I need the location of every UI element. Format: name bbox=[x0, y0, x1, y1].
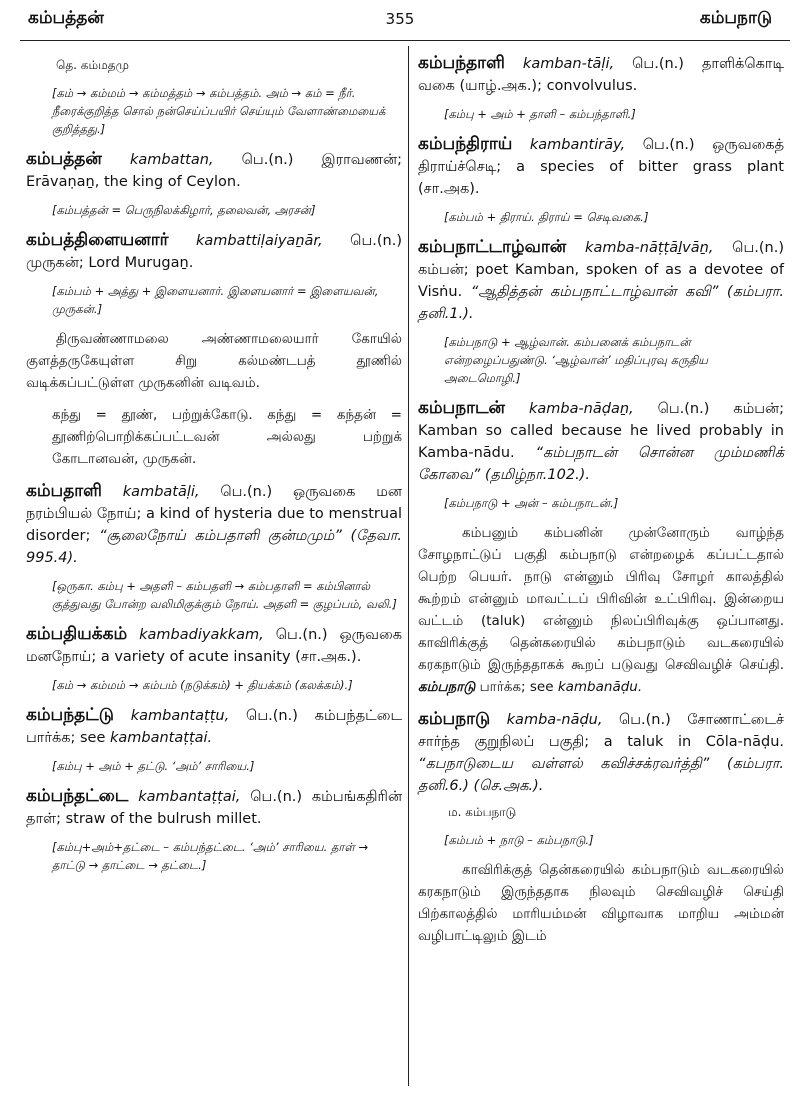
entry-kambantattu bbox=[26, 704, 402, 749]
etymology-note: [ஒருகா. கம்பு + அதளி – கம்பதளி → கம்பதாளி = கம்பினால் குத்துவது போன்ற வலிமிகுக்கும் நோய். அதளி = குழப்பம், வலி.] bbox=[52, 579, 397, 611]
page-number: 355 bbox=[385, 10, 415, 28]
right-column bbox=[418, 52, 784, 957]
paragraph-text: கம்பனும் கம்பனின் முன்னோரும் வாழ்ந்த சோழநாட்டுப் பகுதி கம்பநாடு என்றழைக் கப்பட்டதால் பெற்ற பெயர். நாடு என்னும் பிரிவு சோழர் காலத்தில் கூற்றம் என்னும் மாவட்டப் பிரிவின் உட்பிரிவு. இன்றைய வட்டம் (taluk) என்னும் நிலப்பிரிவுக்கு ஒப்பானது. காவிரிக்குத் தென்கரையில் கம்பநாடும் வடகரையில் கரகநாடும் இருந்ததாகக் கூறப் படுவது செவிவழிச் செய்தி. bbox=[418, 525, 784, 673]
entry-kambatali bbox=[26, 480, 402, 569]
transliteration: kamba-nāḍu, bbox=[506, 712, 603, 728]
etymology-note: [கம்பு+அம்+தட்டை – கம்பந்தட்டை. ‘அம்’ சாரியை. தாள் → தாட்டு → தாட்டை → தட்டை.] bbox=[52, 840, 369, 872]
definition: பெ.(n.) கம்பன்; poet Kamban, spoken of as a devotee of Visṅu. bbox=[418, 240, 784, 300]
definition: பெ.(n.) தாளிக்கொடி வகை (யாழ்.அக.); convolvulus. bbox=[418, 56, 784, 94]
definition: பெ.(n.) ஒருவகை மன நரம்பியல் நோய்; a kind of hysteria due to menstrual disorder; bbox=[26, 484, 402, 544]
note-paragraph: திருவண்ணாமலை அண்ணாமலையார் கோயில் குளத்தருகேயுள்ள சிறு கல்மண்டபத் தூணில் வடிக்கப்பட்டுள்ள முருகனின் வடிவம். bbox=[26, 331, 402, 391]
etymology-note: [கம்பநாடு + ஆழ்வான். கம்பனைக் கம்பநாடன் என்றழைப்பதுண்டு. ‘ஆழ்வான்’ மதிப்புரவு கருதிய அடைமொழி.] bbox=[444, 335, 709, 385]
transliteration: kambattan, bbox=[129, 152, 214, 168]
headword: கம்பநாட்டாழ்வான் bbox=[418, 237, 567, 257]
definition: பெ.(n.) இராவணன்; Erāvaṇaṉ, the king of Ceylon. bbox=[26, 152, 403, 190]
definition: பெ.(n.) கம்பன்; Kamban so called because he lived probably in Kamba-nādu. bbox=[418, 401, 784, 461]
header-rule bbox=[20, 40, 790, 41]
etymology-note: [கம்பம் + திராய். திராய் = செடிவகை.] bbox=[444, 210, 649, 224]
see-reference-connector: பார்க்க; see bbox=[475, 679, 558, 695]
column-divider bbox=[408, 46, 409, 1086]
see-reference-tamil: கம்பநாடு bbox=[418, 679, 476, 695]
entry-kambattan bbox=[26, 148, 402, 193]
entry-kambanadan bbox=[418, 397, 784, 486]
page-header bbox=[0, 0, 800, 40]
headword: கம்பந்தட்டு bbox=[26, 705, 114, 725]
transliteration: kambantirāy, bbox=[529, 137, 626, 153]
headword: கம்பநாடன் bbox=[418, 398, 506, 418]
definition: பெ.(n.) கம்பங்கதிரின் தாள்; straw of the bulrush millet. bbox=[26, 789, 402, 827]
definition: பெ.(n.) கம்பந்தட்டை பார்க்க; see bbox=[26, 708, 402, 746]
headword: கம்பந்தட்டை bbox=[26, 786, 129, 806]
entry-kambanadu bbox=[418, 708, 784, 797]
transliteration: kambatāḷi, bbox=[122, 484, 200, 500]
left-column bbox=[26, 52, 402, 884]
entry-kambantali bbox=[418, 52, 784, 97]
definition: பெ.(n.) ஒருவகை மனநோய்; a variety of acute insanity (சா.அக.). bbox=[26, 627, 402, 665]
note-paragraph bbox=[418, 522, 784, 698]
header-right-guide-word: கம்பநாடு bbox=[699, 8, 772, 28]
see-reference: kambantaṭṭai. bbox=[110, 730, 213, 746]
headword: கம்பந்திராய் bbox=[418, 134, 513, 154]
headword: கம்பதாளி bbox=[26, 481, 102, 501]
header-left-guide-word: கம்பத்தன் bbox=[28, 8, 104, 28]
see-reference: kambanāḍu. bbox=[557, 679, 643, 695]
note-paragraph: கந்து = தூண், பற்றுக்கோடு. கந்து = கந்தன் = தூணிற்பொறிக்கப்பட்டவன் அல்லது பற்றுக் கோடானவன், முருகன். bbox=[52, 407, 402, 467]
headword: கம்பதியக்கம் bbox=[26, 624, 128, 644]
etymology-note: [கம்பு + அம் + தட்டு. ‘அம்’ சாரியை.] bbox=[52, 759, 255, 773]
transliteration: kambantaṭṭu, bbox=[130, 708, 230, 724]
transliteration: kamba-nāḍaṉ, bbox=[528, 401, 634, 417]
headword: கம்பநாடு bbox=[418, 709, 491, 729]
etymology-note: [கம்பம் + அத்து + இளையனார். இளையனார் = இளையவன், முருகன்.] bbox=[52, 284, 379, 316]
entry-kambantattai bbox=[26, 785, 402, 830]
transliteration: kamba-nāṭṭāḻvāṉ, bbox=[585, 240, 714, 256]
headword: கம்பத்திளையனார் bbox=[26, 230, 169, 250]
etymology-note: [கம்பத்தன் = பெருநிலக்கிழார், தலைவன், அரசன்] bbox=[52, 203, 316, 217]
definition: பெ.(n.) ஒருவகைத் திராய்ச்செடி; a species of bitter grass plant (சா.அக). bbox=[418, 137, 785, 197]
citation-quote: “கபநாடுடைய வள்ளல் கவிச்சக்ரவர்த்தி” (கம்பரா. தனி.6.) (செ.அக.). bbox=[418, 756, 784, 794]
definition: பெ.(n.) முருகன்; Lord Murugaṉ. bbox=[26, 233, 402, 271]
etymology-note: [கம்பநாடு + அன் – கம்பநாடன்.] bbox=[444, 496, 619, 510]
transliteration: kambadiyakkam, bbox=[139, 627, 264, 643]
transliteration: kambantaṭṭai, bbox=[138, 789, 241, 805]
etymology-note: [கம் → கம்மம் → கம்மத்தம் → கம்பத்தம். அம் → கம் = நீர். நீரைக்குறித்த சொல் நன்செய்ப்பயிர் செய்யும் வேளாண்மையைக் குறித்தது.] bbox=[52, 86, 386, 136]
etymology-note: [கம்பம் + நாடு – கம்பநாடு.] bbox=[444, 833, 594, 847]
etymology-note: [கம் → கம்மம் → கம்பம் (நடுக்கம்) + தியக்கம் (கலக்கம்).] bbox=[52, 678, 353, 692]
headword: கம்பத்தன் bbox=[26, 149, 102, 169]
headword: கம்பந்தாளி bbox=[418, 53, 505, 73]
citation-quote: “சூலைநோய் கம்பதாளி குன்மமும்” (தேவா. 995.4). bbox=[26, 528, 402, 566]
entry-kambantiray bbox=[418, 133, 784, 200]
entry-kambanattalvan bbox=[418, 236, 784, 325]
citation-quote: “கம்பநாடன் சொன்ன மும்மணிக் கோவை” (தமிழ்நா.102.). bbox=[418, 445, 784, 483]
entry-kambattilaiyanar bbox=[26, 229, 402, 274]
entry-kambadiyakkam bbox=[26, 623, 402, 668]
definition: பெ.(n.) சோணாட்டைச் சார்ந்த குறுநிலப் பகுதி; a taluk in Cōla-nāḍu. bbox=[418, 712, 784, 750]
citation-quote: “ஆதித்தன் கம்பநாட்டாழ்வான் கவி” (கம்பரா. தனி.1.). bbox=[418, 284, 784, 322]
transliteration: kamban-tāḷi, bbox=[522, 56, 615, 72]
transliteration: kambattiḷaiyaṉār, bbox=[196, 233, 323, 249]
cognate-malayalam: ம. கம்பநாடு bbox=[448, 805, 517, 819]
etymology-note: [கம்பு + அம் + தாளி – கம்பந்தாளி.] bbox=[444, 107, 636, 121]
note-paragraph: காவிரிக்குத் தென்கரையில் கம்பநாடும் வடகரையில் கரகநாடும் இருந்ததாக நிலவும் செவிவழிச் செய்தி பிற்காலத்தில் மாரியம்மன் விழாவாக மாறிய அம்மன் வழிபாட்டிலும் இடம் bbox=[418, 862, 784, 944]
cognate-telugu: தெ. கம்மதமு bbox=[56, 58, 129, 72]
